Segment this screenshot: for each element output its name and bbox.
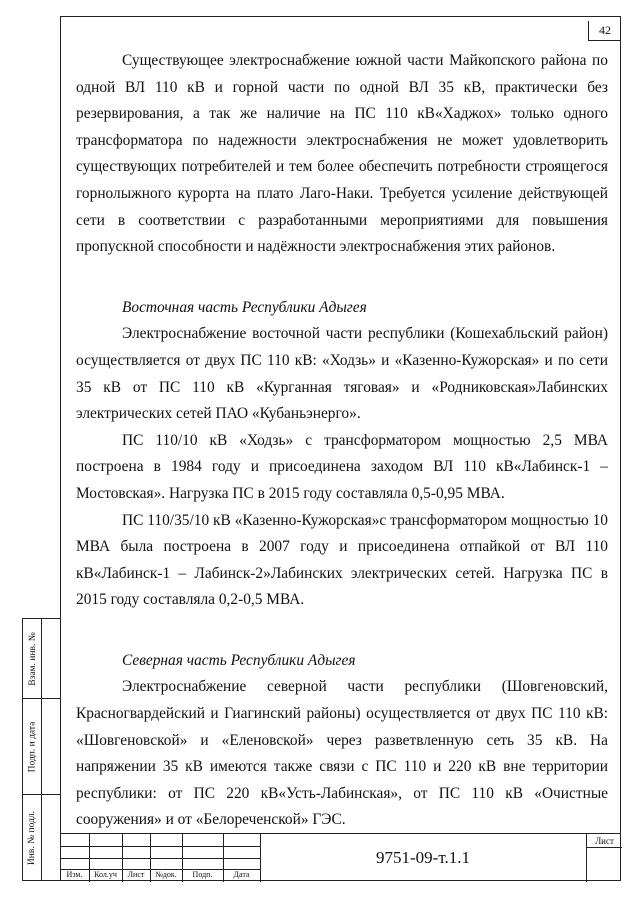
column-label-ndok: №док. (155, 870, 177, 879)
side-value-inv-zam (42, 619, 61, 699)
section-heading-north: Северная часть Республики Адыгея (122, 651, 356, 669)
page-number-value: 42 (599, 23, 611, 37)
document-code-text: 9751-09-т.1.1 (376, 848, 470, 867)
side-value-podp-data (42, 699, 61, 795)
paragraph-north-supply: Электроснабжение северной части республики (Шовгеновский, Красногвардейский и Гиагинский районы) осуществляется от двух ПС 110 кВ: «Шовгеновской» и «Еленовской» через разветвленную сеть 35 кВ. На напряжении 35 кВ имеются также связи с ПС 110 и 220 кВ вне территории республики: от ПС 220 кВ«Усть-Лабинская», от ПС 110 кВ «Очистные сооружения» и от «Белореченской» ГЭС. (76, 678, 608, 829)
column-label-izm: Изм. (66, 870, 83, 879)
side-cell-inv-podl (23, 795, 42, 881)
column-label-data: Дата (233, 870, 250, 879)
column-label-list: Лист (127, 870, 145, 879)
page-number (588, 21, 621, 41)
column-label-kol-uch: Кол.уч (94, 870, 117, 879)
side-stamp (22, 618, 60, 881)
section-heading-east: Восточная часть Республики Адыгея (122, 298, 367, 316)
sheet-cell (586, 834, 621, 882)
side-label-inv-podl: Инв. № подл. (27, 810, 38, 866)
title-block (60, 833, 621, 881)
side-cell-podp-data (23, 699, 42, 795)
paragraph-intro: Существующее электроснабжение южной части Майкопского района по одной ВЛ 110 кВ и горной части по одной ВЛ 35 кВ, практически без резервирования, а так же наличие на ПС 110 кВ«Хаджох» только одного трансформатора по надежности электроснабжения не может удовлетворить существующих потребителей и тем более обеспечить потребности строящегося горнолыжного курорта на плато Лаго-Наки. Требуется усиление действующей сети в соответствии с разработанными мероприятиями для повышения пропускной способности и надёжности электроснабжения этих районов. (76, 52, 608, 256)
sheet-label: Лист (587, 834, 622, 848)
document-body (76, 48, 608, 834)
paragraph-khodz: ПС 110/10 кВ «Ходзь» с трансформатором мощностью 2,5 МВА построена в 1984 году и присоединена заходом ВЛ 110 кВ«Лабинск-1 – Мостовская». Нагрузка ПС в 2015 году составляла 0,5-0,95 МВА. (76, 431, 608, 502)
side-stamp-value-column (41, 618, 60, 881)
side-label-podp-data: Подп. и дата (27, 721, 38, 772)
document-code (260, 834, 586, 882)
revision-table (60, 834, 260, 882)
paragraph-kazenno: ПС 110/35/10 кВ «Казенно-Кужорская»с трансформатором мощностью 10 МВА была построена в 2007 году и присоединена отпайкой от ВЛ 110 кВ«Лабинск-1 – Лабинск-2»Лабинских электрических сетей. Нагрузка ПС в 2015 году составляла 0,2-0,5 МВА. (76, 511, 608, 609)
paragraph-east-supply: Электроснабжение восточной части республики (Кошехабльский район) осуществляется от двух ПС 110 кВ: «Ходзь» и «Казенно-Кужорская» и по сети 35 кВ от ПС 110 кВ «Курганная тяговая» и «Родниковская»Лабинских электрических сетей ПАО «Кубаньэнерго». (76, 325, 608, 423)
side-stamp-label-column (22, 618, 41, 881)
side-label-inv-zam: Взам. инв. № (27, 631, 38, 686)
column-label-podp: Подп. (192, 870, 213, 879)
side-value-inv-podl (42, 795, 61, 881)
side-cell-inv-zam (23, 619, 42, 699)
